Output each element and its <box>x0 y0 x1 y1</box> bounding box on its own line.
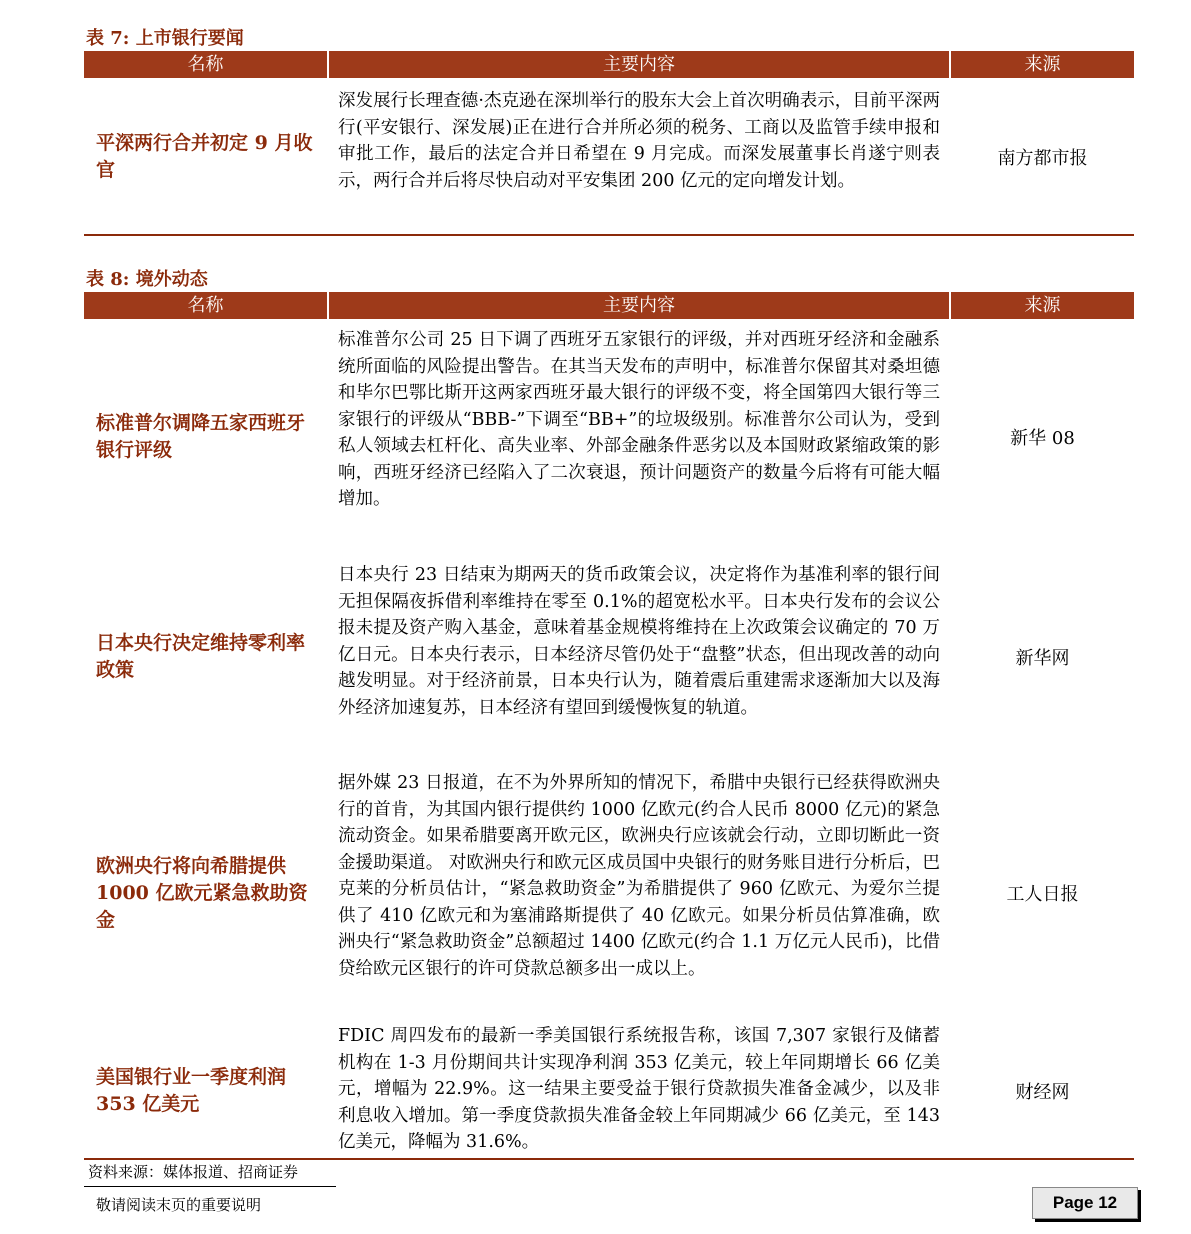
table-row <box>84 88 1134 226</box>
source-footnote: 资料来源：媒体报道、招商证券 <box>88 1163 299 1181</box>
table-row <box>84 770 1134 1016</box>
header-source: 来源 <box>1024 54 1061 75</box>
row-name: 日本央行决定维持零利率政策 <box>96 632 306 681</box>
header-content: 主要内容 <box>603 295 675 316</box>
row-source: 新华网 <box>1015 648 1070 669</box>
table-7-title: 表 7: 上市银行要闻 <box>86 28 244 49</box>
row-content: 日本央行 23 日结束为期两天的货币政策会议，决定将作为基准利率的银行间无担保隔夜拆借利率维持在零至 0.1%的超宽松水平。日本央行发布的会议公报未提及资产购入基金，意味着基金规模将维持在上次政策会议确定的 70 万亿日元。日本央行表示，日本经济尽管仍处于“盘整”状态，但出现改善的动向越发明显。对于经济前景，日本央行认为，随着震后重建需求逐渐加大以及海外经济加速复苏，日本经济有望回到缓慢恢复的轨道。 <box>338 565 940 718</box>
row-source: 新华 08 <box>1010 428 1075 449</box>
table-row <box>84 1023 1134 1159</box>
table-7-bottom-rule <box>84 234 1134 236</box>
row-name: 标准普尔调降五家西班牙银行评级 <box>96 412 306 461</box>
table-8-bottom-rule <box>84 1158 1134 1160</box>
table-row <box>84 327 1134 547</box>
header-name: 名称 <box>187 295 224 316</box>
row-content: FDIC 周四发布的最新一季美国银行系统报告称，该国 7,307 家银行及储蓄机构在 1-3 月份期间共计实现净利润 353 亿美元，较上年同期增长 66 亿美元，增幅为 22.9%。这一结果主要受益于银行贷款损失准备金减少，以及非利息收入增加。第一季度贷款损失准备金较上年同期减少 66 亿美元，至 143 亿美元，降幅为 31.6%。 <box>338 1026 940 1152</box>
header-content: 主要内容 <box>603 54 675 75</box>
table-8-title: 表 8: 境外动态 <box>86 269 208 290</box>
disclaimer-text: 敬请阅读末页的重要说明 <box>96 1196 262 1214</box>
page-number-badge: Page 12 <box>1032 1187 1138 1219</box>
footnote-underline <box>84 1186 336 1187</box>
header-name: 名称 <box>187 54 224 75</box>
row-source: 南方都市报 <box>997 148 1088 169</box>
row-name: 美国银行业一季度利润 353 亿美元 <box>96 1066 287 1115</box>
row-source: 财经网 <box>1015 1082 1070 1103</box>
table-row <box>84 562 1134 752</box>
table-7-header <box>84 51 1134 78</box>
row-content: 标准普尔公司 25 日下调了西班牙五家银行的评级，并对西班牙经济和金融系统所面临的风险提出警告。在其当天发布的声明中，标准普尔保留其对桑坦德和毕尔巴鄂比斯开这两家西班牙最大银行的评级不变，将全国第四大银行等三家银行的评级从“BBB-”下调至“BB+”的垃圾级别。标准普尔公司认为，受到私人领域去杠杆化、高失业率、外部金融条件恶劣以及本国财政紧缩政策的影响，西班牙经济已经陷入了二次衰退，预计问题资产的数量今后将有可能大幅增加。 <box>338 330 940 509</box>
row-name: 欧洲央行将向希腊提供 1000 亿欧元紧急救助资金 <box>96 854 308 931</box>
table-8-header <box>84 292 1134 319</box>
row-source: 工人日报 <box>1006 884 1079 905</box>
row-name: 平深两行合并初定 9 月收官 <box>96 132 313 181</box>
row-content: 深发展行长理查德·杰克逊在深圳举行的股东大会上首次明确表示，目前平深两行(平安银行、深发展)正在进行合并所必须的税务、工商以及监管手续申报和审批工作，最后的法定合并日希望在 9 月完成。而深发展董事长肖遂宁则表示，两行合并后将尽快启动对平安集团 200 亿元的定向增发计划。 <box>338 91 940 191</box>
row-content: 据外媒 23 日报道，在不为外界所知的情况下，希腊中央银行已经获得欧洲央行的首肯，为其国内银行提供约 1000 亿欧元(约合人民币 8000 亿元)的紧急流动资金。如果希腊要离开欧元区，欧洲央行应该就会行动，立即切断此一资金援助渠道。 对欧洲央行和欧元区成员国中央银行的财务账目进行分析后，巴克莱的分析员估计，“紧急救助资金”为希腊提供了 960 亿欧元、为爱尔兰提供了 410 亿欧元和为塞浦路斯提供了 40 亿欧元。如果分析员估算准确，欧洲央行“紧急救助资金”总额超过 1400 亿欧元(约合 1.1 万亿元人民币)，比借贷给欧元区银行的许可贷款总额多出一成以上。 <box>338 773 940 979</box>
header-source: 来源 <box>1024 295 1061 316</box>
